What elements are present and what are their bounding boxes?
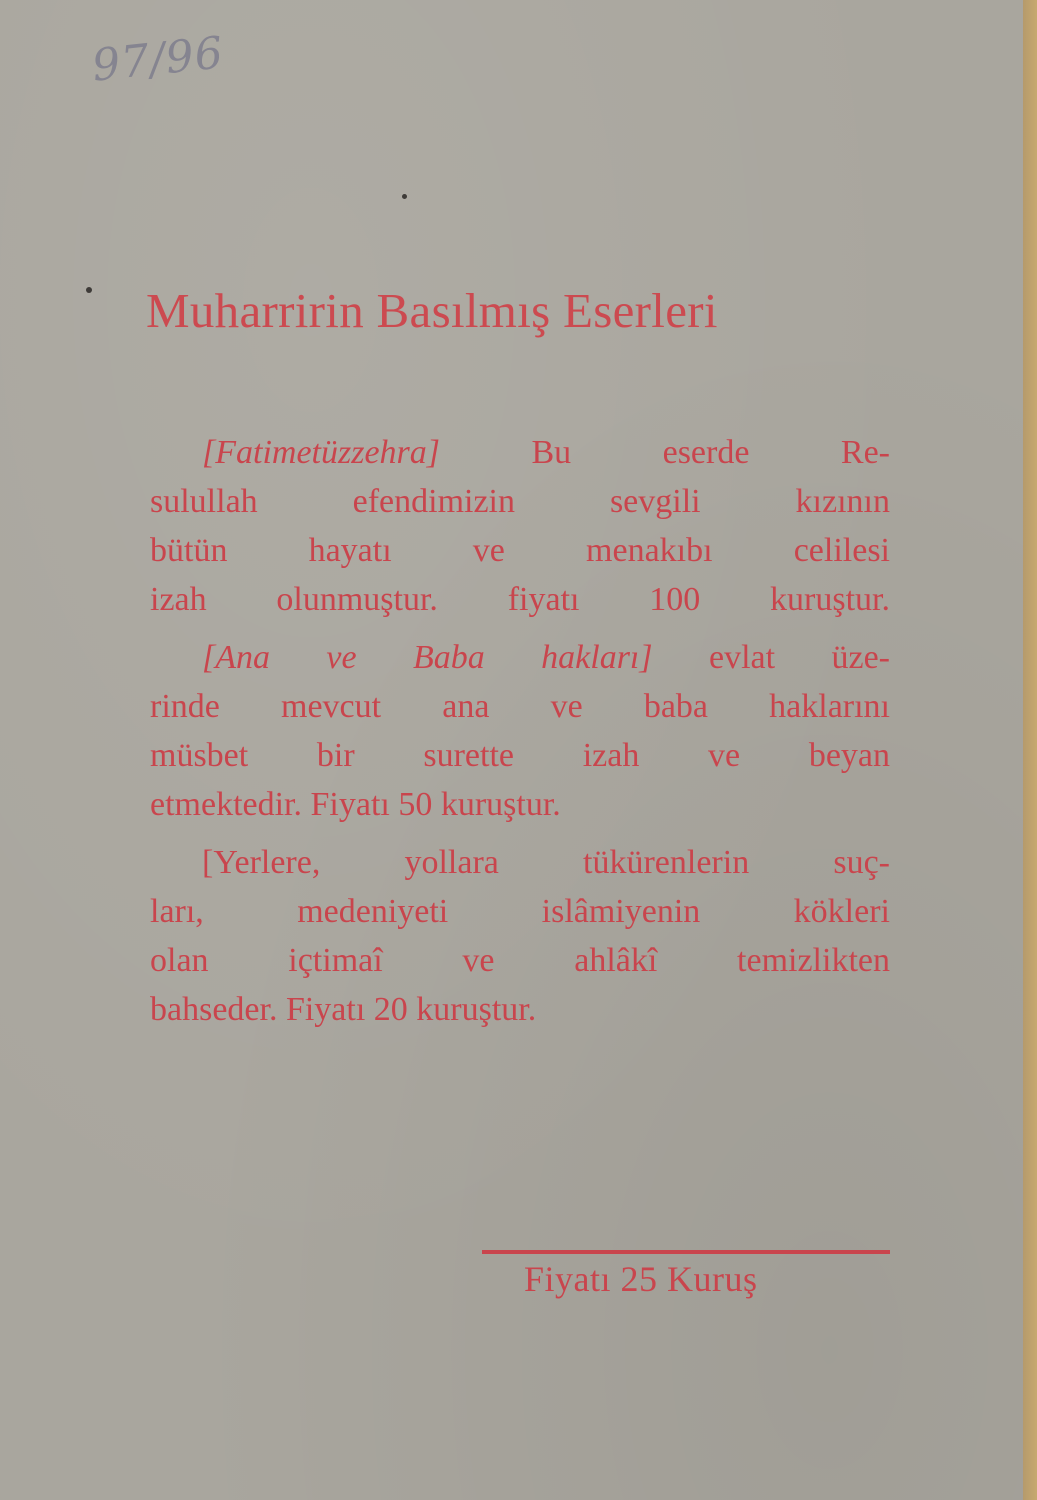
ink-speck — [86, 287, 92, 293]
work-text-line: olan içtimaî ve ahlâkî temizlikten — [150, 942, 890, 979]
page-title: Muharririn Basılmış Eserleri — [146, 283, 718, 338]
handwritten-number: 97/96 — [89, 27, 227, 92]
work-title: [Ana ve Baba hakları] — [202, 639, 653, 676]
work-entry-yerlere-yollara — [150, 838, 890, 1034]
work-text: Bu eserde Re- — [531, 434, 890, 471]
work-text-line: bütün hayatı ve menakıbı celilesi — [150, 532, 890, 569]
work-text-line: müsbet bir surette izah ve beyan — [150, 737, 890, 774]
work-text-line: sulullah efendimizin sevgili kızının — [150, 483, 890, 520]
price-label: Fiyatı 25 Kuruş — [524, 1259, 758, 1299]
ink-speck — [402, 194, 407, 199]
work-title: [Fatimetüzzehra] — [202, 434, 440, 471]
work-text: evlat üze- — [709, 639, 890, 676]
work-first-line — [150, 428, 890, 477]
work-entry-fatimetuzzehra — [150, 428, 890, 624]
work-first-line — [150, 633, 890, 682]
work-text-line: ları, medeniyeti islâmiyenin kökleri — [150, 893, 890, 930]
work-entry-ana-ve-baba-haklari — [150, 633, 890, 829]
work-text-line: bahseder. Fiyatı 20 kuruştur. — [150, 991, 537, 1028]
price-divider — [482, 1250, 890, 1254]
work-text-line: rinde mevcut ana ve baba haklarını — [150, 688, 890, 725]
work-text-line: izah olunmuştur. fiyatı 100 kuruştur. — [150, 581, 890, 618]
page-edge — [1023, 0, 1037, 1500]
work-text-line: etmektedir. Fiyatı 50 kuruştur. — [150, 786, 561, 823]
work-text-line: [Yerlere, yollara tükürenlerin suç- — [202, 844, 890, 881]
